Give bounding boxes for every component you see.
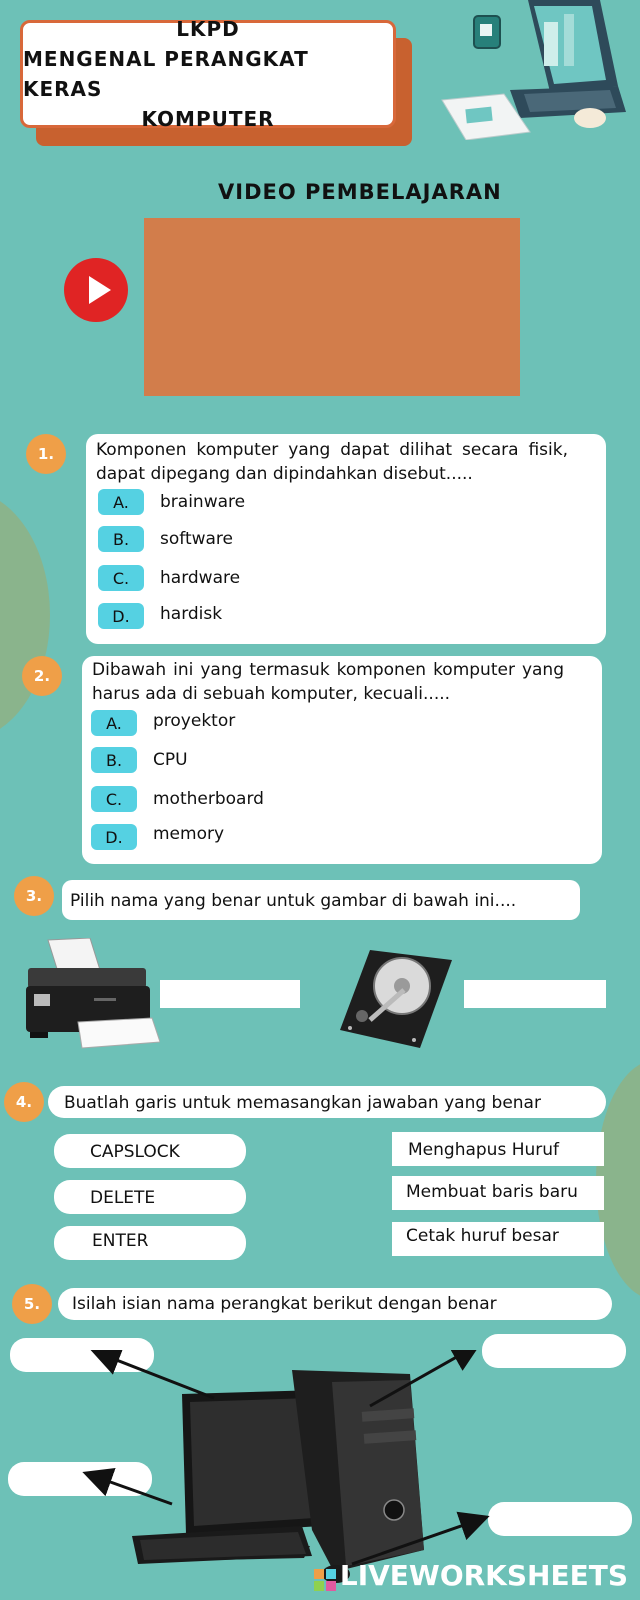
match-right-label-3: Cetak huruf besar <box>406 1226 559 1246</box>
hard-disk-answer-field[interactable] <box>464 980 606 1008</box>
liveworksheets-watermark <box>314 1559 628 1592</box>
match-left-label-1: CAPSLOCK <box>90 1142 180 1162</box>
video-player[interactable] <box>144 218 520 396</box>
page-title <box>20 17 396 131</box>
match-right-label-2: Membuat baris baru <box>406 1182 578 1202</box>
hard-disk-icon <box>340 950 452 1048</box>
video-section-label: VIDEO PEMBELAJARAN <box>218 180 502 204</box>
watermark-text: LIVEWORKSHEETS <box>339 1559 628 1592</box>
question-1-number: 1. <box>26 434 66 474</box>
q1-option-c-text[interactable]: hardware <box>160 568 241 588</box>
liveworksheets-logo-icon <box>314 1565 336 1587</box>
q2-option-a-letter[interactable]: A. <box>91 710 137 736</box>
q1-option-a-letter[interactable]: A. <box>98 489 144 515</box>
q1-option-d-text[interactable]: hardisk <box>160 604 223 624</box>
question-2-number: 2. <box>22 656 62 696</box>
printer-answer-field[interactable] <box>160 980 300 1008</box>
q2-option-a-text[interactable]: proyektor <box>153 711 236 731</box>
question-3-number: 3. <box>14 876 54 916</box>
title-line-2: MENGENAL PERANGKAT KERAS <box>23 47 309 101</box>
question-3-text: Pilih nama yang benar untuk gambar di bawah ini.... <box>70 891 517 911</box>
q2-option-b-text[interactable]: CPU <box>153 750 188 770</box>
q2-option-c-letter[interactable]: C. <box>91 786 137 812</box>
q1-option-d-letter[interactable]: D. <box>98 603 144 629</box>
q1-option-c-letter[interactable]: C. <box>98 565 144 591</box>
q1-option-b-text[interactable]: software <box>160 529 234 549</box>
decorative-circle-left <box>0 490 50 740</box>
question-4-text: Buatlah garis untuk memasangkan jawaban yang benar <box>64 1093 541 1113</box>
q1-option-a-text[interactable]: brainware <box>160 492 246 512</box>
title-line-1: LKPD <box>176 17 240 41</box>
q1-option-b-letter[interactable]: B. <box>98 526 144 552</box>
q2-option-d-letter[interactable]: D. <box>91 824 137 850</box>
question-5-text: Isilah isian nama perangkat berikut dengan benar <box>72 1294 497 1314</box>
title-line-3: KOMPUTER <box>141 107 275 131</box>
printer-icon <box>24 938 160 1050</box>
match-right-label-1: Menghapus Huruf <box>408 1140 560 1160</box>
play-button-icon[interactable] <box>64 258 128 322</box>
match-left-item-3[interactable] <box>54 1226 246 1260</box>
laptop-illustration-icon <box>440 0 630 140</box>
question-1-text: Komponen komputer yang dapat dilihat secara fisik, dapat dipegang dan dipindahkan disebut..... <box>96 440 568 484</box>
question-4-number: 4. <box>4 1082 44 1122</box>
match-left-label-2: DELETE <box>90 1188 156 1208</box>
q2-option-d-text[interactable]: memory <box>153 824 225 844</box>
question-5-number: 5. <box>12 1284 52 1324</box>
q2-option-c-text[interactable]: motherboard <box>153 789 264 809</box>
match-left-label-3: ENTER <box>92 1231 149 1251</box>
q2-option-b-letter[interactable]: B. <box>91 747 137 773</box>
question-2-text: Dibawah ini yang termasuk komponen komputer yang harus ada di sebuah komputer, kecuali..... <box>92 660 564 704</box>
